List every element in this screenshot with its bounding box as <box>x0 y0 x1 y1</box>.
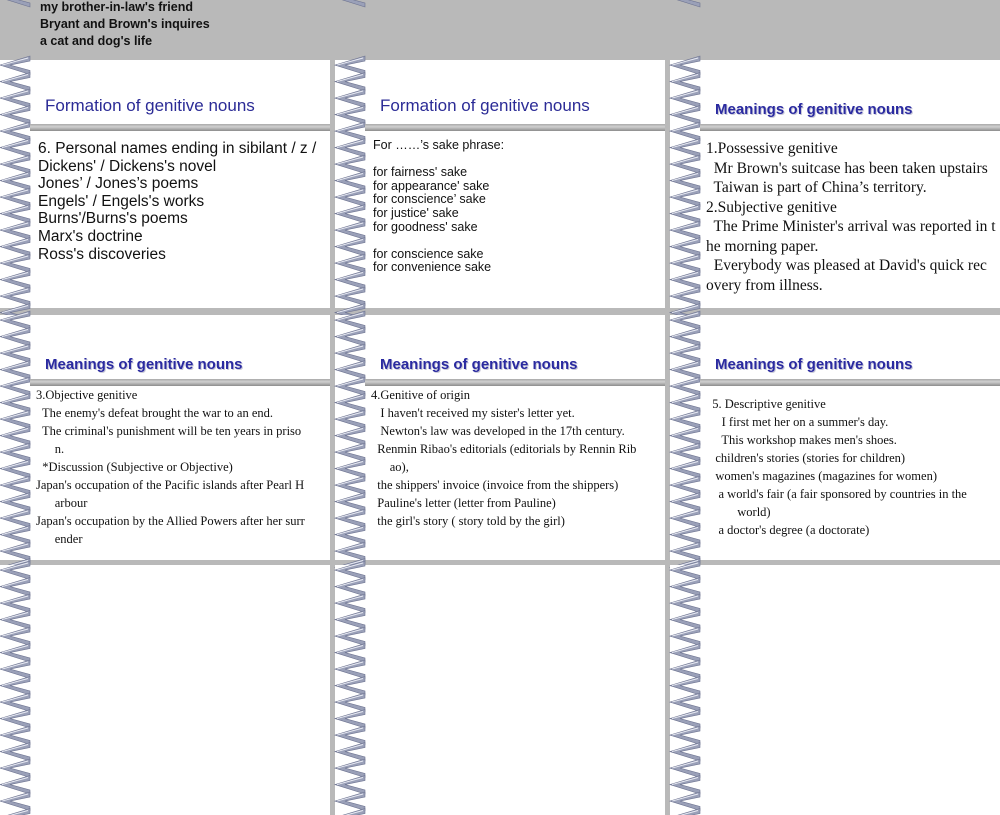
spiral-binding-decoration <box>670 315 706 560</box>
slide-text-line: a doctor's degree (a doctorate) <box>706 521 994 539</box>
slide-text-line <box>373 234 659 248</box>
slide-text-line <box>373 153 659 167</box>
slide-text-line: n. <box>36 440 324 458</box>
slide-text-line: Marx's doctrine <box>38 228 324 246</box>
title-underline-bar <box>365 124 665 131</box>
slide-text-line: a world's fair (a fair sponsored by countries in the <box>706 485 994 503</box>
slide-body <box>40 0 324 50</box>
slide-text-line: for convenience sake <box>373 261 659 275</box>
slide-text-line: Renmin Ribao's editorials (editorials by Rennin Rib <box>371 440 659 458</box>
slide-title: Formation of genitive nouns <box>45 96 255 116</box>
slide-text-line: my brother-in-law's friend <box>40 0 324 16</box>
slide-body <box>706 395 994 539</box>
slide-text-line: Burns'/Burns's poems <box>38 210 324 228</box>
slide-text-line: I haven't received my sister's letter yet. <box>371 404 659 422</box>
title-underline-bar <box>700 379 1000 386</box>
slide-body <box>373 139 659 275</box>
slide-text-line: 6. Personal names ending in sibilant / z / <box>38 140 324 158</box>
slide-text-line: the girl's story ( story told by the girl) <box>371 512 659 530</box>
slide-text-line: Everybody was pleased at David's quick rec <box>706 256 994 276</box>
slide-text-line: a cat and dog's life <box>40 33 324 50</box>
slide-text-line: 1.Possessive genitive <box>706 139 994 159</box>
slide-text-line: Engels' / Engels's works <box>38 193 324 211</box>
title-underline-bar <box>30 124 330 131</box>
slide-text-line: the shippers' invoice (invoice from the shippers) <box>371 476 659 494</box>
slide-text-line: world) <box>706 503 994 521</box>
title-underline-bar <box>365 379 665 386</box>
slide-text-line: Bryant and Brown's inquires <box>40 16 324 33</box>
slide-text-line: ender <box>36 530 324 548</box>
slide-text-line: The criminal's punishment will be ten years in priso <box>36 422 324 440</box>
slide-text-line: for justice' sake <box>373 207 659 221</box>
slide-text-line: women's magazines (magazines for women) <box>706 467 994 485</box>
spiral-binding-decoration <box>0 565 36 815</box>
slide-thumbnail[interactable] <box>670 565 1000 815</box>
slide-thumbnail[interactable] <box>335 60 665 308</box>
slide-text-line: Japan's occupation of the Pacific islands after Pearl H <box>36 476 324 494</box>
spiral-binding-decoration <box>335 315 371 560</box>
spiral-binding-decoration <box>335 565 371 815</box>
slide-title: Formation of genitive nouns <box>380 96 590 116</box>
slide-thumbnail[interactable] <box>670 60 1000 308</box>
slide-title: Meanings of genitive nouns <box>715 356 913 373</box>
spiral-binding-decoration <box>0 315 36 560</box>
slide-text-line: for conscience’ sake <box>373 193 659 207</box>
slide-body <box>38 140 324 263</box>
slide-text-line: for conscience sake <box>373 248 659 262</box>
slide-text-line: overy from illness. <box>706 276 994 296</box>
title-underline-bar <box>700 124 1000 131</box>
slide-title: Meanings of genitive nouns <box>715 101 913 118</box>
slide-text-line: Jones’ / Jones’s poems <box>38 175 324 193</box>
spiral-binding-decoration <box>670 565 706 815</box>
slide-text-line: 5. Descriptive genitive <box>706 395 994 413</box>
slide-body <box>706 139 994 295</box>
slide-text-line: This workshop makes men's shoes. <box>706 431 994 449</box>
slide-text-line: Taiwan is part of China’s territory. <box>706 178 994 198</box>
slide-text-line: for appearance' sake <box>373 180 659 194</box>
slide-text-line: Mr Brown's suitcase has been taken upstairs <box>706 159 994 179</box>
spiral-binding-decoration <box>670 60 706 308</box>
slide-thumbnail[interactable] <box>0 565 330 815</box>
spiral-binding-decoration <box>335 60 371 308</box>
slide-title: Meanings of genitive nouns <box>45 356 243 373</box>
title-underline-bar <box>30 379 330 386</box>
slide-text-line: *Discussion (Subjective or Objective) <box>36 458 324 476</box>
slide-text-line: arbour <box>36 494 324 512</box>
slide-text-line: for fairness' sake <box>373 166 659 180</box>
slide-text-line: Newton's law was developed in the 17th century. <box>371 422 659 440</box>
slide-text-line: Pauline's letter (letter from Pauline) <box>371 494 659 512</box>
slide-text-line: I first met her on a summer's day. <box>706 413 994 431</box>
slide-text-line: 4.Genitive of origin <box>371 386 659 404</box>
slide-text-line: for goodness' sake <box>373 221 659 235</box>
slide-thumbnail[interactable] <box>670 315 1000 560</box>
slide-text-line: children's stories (stories for children) <box>706 449 994 467</box>
slide-thumbnail[interactable] <box>0 60 330 308</box>
slide-text-line: The enemy's defeat brought the war to an end. <box>36 404 324 422</box>
slide-text-line: 2.Subjective genitive <box>706 198 994 218</box>
slide-thumbnail[interactable] <box>335 565 665 815</box>
slide-text-line: 3.Objective genitive <box>36 386 324 404</box>
slide-thumbnail[interactable] <box>335 315 665 560</box>
slide-text-line: Dickens' / Dickens's novel <box>38 158 324 176</box>
slide-body <box>36 386 324 548</box>
slide-text-line: Japan's occupation by the Allied Powers after her surr <box>36 512 324 530</box>
slide-text-line: Ross's discoveries <box>38 246 324 264</box>
slide-body <box>371 386 659 530</box>
spiral-binding-decoration <box>0 60 36 308</box>
slide-text-line: The Prime Minister's arrival was reported in t <box>706 217 994 237</box>
slide-text-line: For ……’s sake phrase: <box>373 139 659 153</box>
slide-thumbnail[interactable] <box>0 315 330 560</box>
slide-title: Meanings of genitive nouns <box>380 356 578 373</box>
slide-text-line: he morning paper. <box>706 237 994 257</box>
slide-text-line: ao), <box>371 458 659 476</box>
